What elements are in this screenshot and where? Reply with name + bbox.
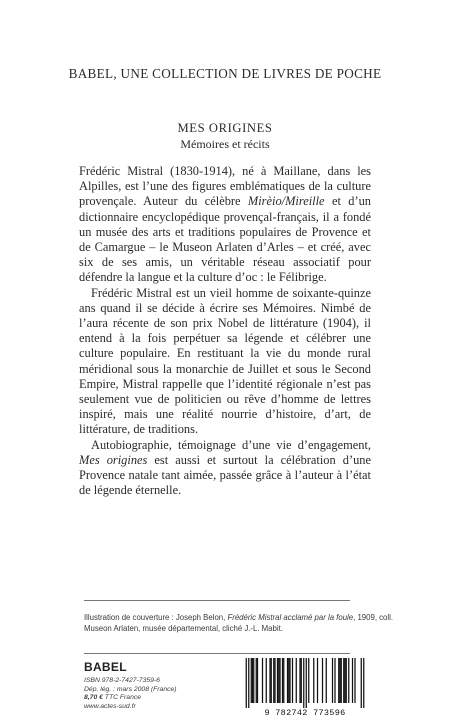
- barcode-bar: [334, 658, 335, 703]
- barcode-bar: [266, 658, 267, 703]
- barcode-bar: [317, 658, 318, 703]
- barcode-bar: [287, 658, 288, 703]
- barcode-bar: [299, 658, 300, 703]
- barcode-bar: [326, 658, 327, 703]
- barcode-bar: [354, 658, 355, 703]
- barcode-bar: [279, 658, 280, 703]
- barcode-bar: [246, 658, 247, 708]
- barcode-bar: [252, 658, 253, 703]
- barcode-bar: [344, 658, 345, 703]
- barcode-bar: [292, 658, 293, 703]
- barcode-bar: [253, 658, 254, 703]
- cover-illustration-credit: [84, 612, 404, 634]
- divider-bottom: [84, 653, 350, 654]
- barcode-bar: [363, 658, 364, 708]
- blurb: [79, 164, 371, 498]
- barcode-bar: [322, 658, 323, 703]
- barcode-bar: [306, 658, 307, 708]
- barcode-bar: [288, 658, 289, 703]
- credit-prefix: Illustration de couverture : Joseph Belon,: [84, 613, 228, 622]
- barcode-bar: [277, 658, 278, 703]
- publisher-logo: BABEL: [84, 660, 127, 674]
- barcode-bar: [301, 658, 302, 703]
- barcode-bar: [338, 658, 339, 703]
- website: www.actes-sud.fr: [84, 702, 136, 710]
- barcode-bar: [339, 658, 340, 703]
- barcode-bar: [348, 658, 349, 703]
- barcode-bar: [269, 658, 270, 703]
- barcode-bar: [308, 658, 309, 703]
- barcode-bar: [289, 658, 290, 703]
- barcode-bar: [343, 658, 344, 703]
- barcode-bar: [273, 658, 274, 703]
- barcode-bar: [262, 658, 263, 703]
- barcode-bar: [303, 658, 304, 708]
- barcode-bar: [352, 658, 353, 703]
- barcode-bar: [283, 658, 284, 703]
- barcode-bar: [274, 658, 275, 703]
- publication-info: [84, 677, 224, 711]
- blurb-paragraph-1: Frédéric Mistral (1830-1914), né à Maillane, dans les Alpilles, est l’une des figures emblématiques de la culture provençale. Auteur du célèbre Mirèio/Mireille et d’un dictionnaire encyclopédique provençal-français, il a fondé un musée des arts et traditions populaires de Provence et de Camargue – le Museon Arlaten d’Arles – et créé, avec six de ses amis, un véritable réseau associatif pour défendre la langue et la culture d’oc : le Félibrige.: [79, 164, 371, 285]
- credit-work-title: Frédéric Mistral acclamé par la foule: [227, 613, 354, 622]
- price-value: 8,70 €: [84, 694, 103, 702]
- barcode-bar: [278, 658, 279, 703]
- series-name: BABEL, UNE COLLECTION DE LIVRES DE POCHE: [68, 66, 382, 81]
- barcode-bar: [361, 658, 362, 708]
- barcode-bar: [271, 658, 272, 703]
- book-subtitle: Mémoires et récits: [180, 137, 270, 151]
- barcode-bar: [257, 658, 258, 703]
- isbn: ISBN 978-2-7427-7359-6: [84, 677, 160, 684]
- barcode-bar: [282, 658, 283, 703]
- title-block: [0, 120, 450, 152]
- book-title: MES ORIGINES: [177, 121, 273, 135]
- price-suffix: TTC France: [102, 694, 142, 702]
- blurb-paragraph-3: Autobiographie, témoignage d’une vie d’engagement, Mes origines est aussi et surtout la célébration d’une Provence natale tant aimée, passée grâce à l’auteur à l’état de légende éternelle.: [79, 437, 371, 498]
- credit-suffix: , 1909, coll. Museon Arlaten, musée départemental, cliché J.-L. Mabit.: [84, 613, 394, 633]
- barcode-bar: [313, 658, 314, 703]
- blurb-paragraph-2: Frédéric Mistral est un vieil homme de soixante-quinze ans quand il se décide à écrire ses Mémoires. Nimbé de l’aura récente de son prix Nobel de littérature (1904), il entend à la fois perpétuer sa légende et célébrer une culture populaire. En restituant la vie du monde rural méridional sous la monarchie de Juillet et sous le Second Empire, Mistral rappelle que l’identité régionale n’est pas seulement vue de politicien ou rêve d’homme de lettres inspiré, mais une réalité nourrie d’histoire, d’art, de littérature, de traditions.: [79, 285, 371, 437]
- barcode-number: 9 782742 773596: [240, 708, 370, 719]
- barcode-bar: [251, 658, 252, 703]
- barcode-bar: [346, 658, 347, 703]
- price: [84, 694, 224, 703]
- legal-deposit: Dép. lég. : mars 2008 (France): [84, 685, 177, 693]
- divider-top: [84, 600, 350, 601]
- barcode-bar: [332, 658, 333, 703]
- barcode-bar: [256, 658, 257, 703]
- barcode-bar: [341, 658, 342, 703]
- barcode-bar: [248, 658, 249, 708]
- barcode-bar: [296, 658, 297, 703]
